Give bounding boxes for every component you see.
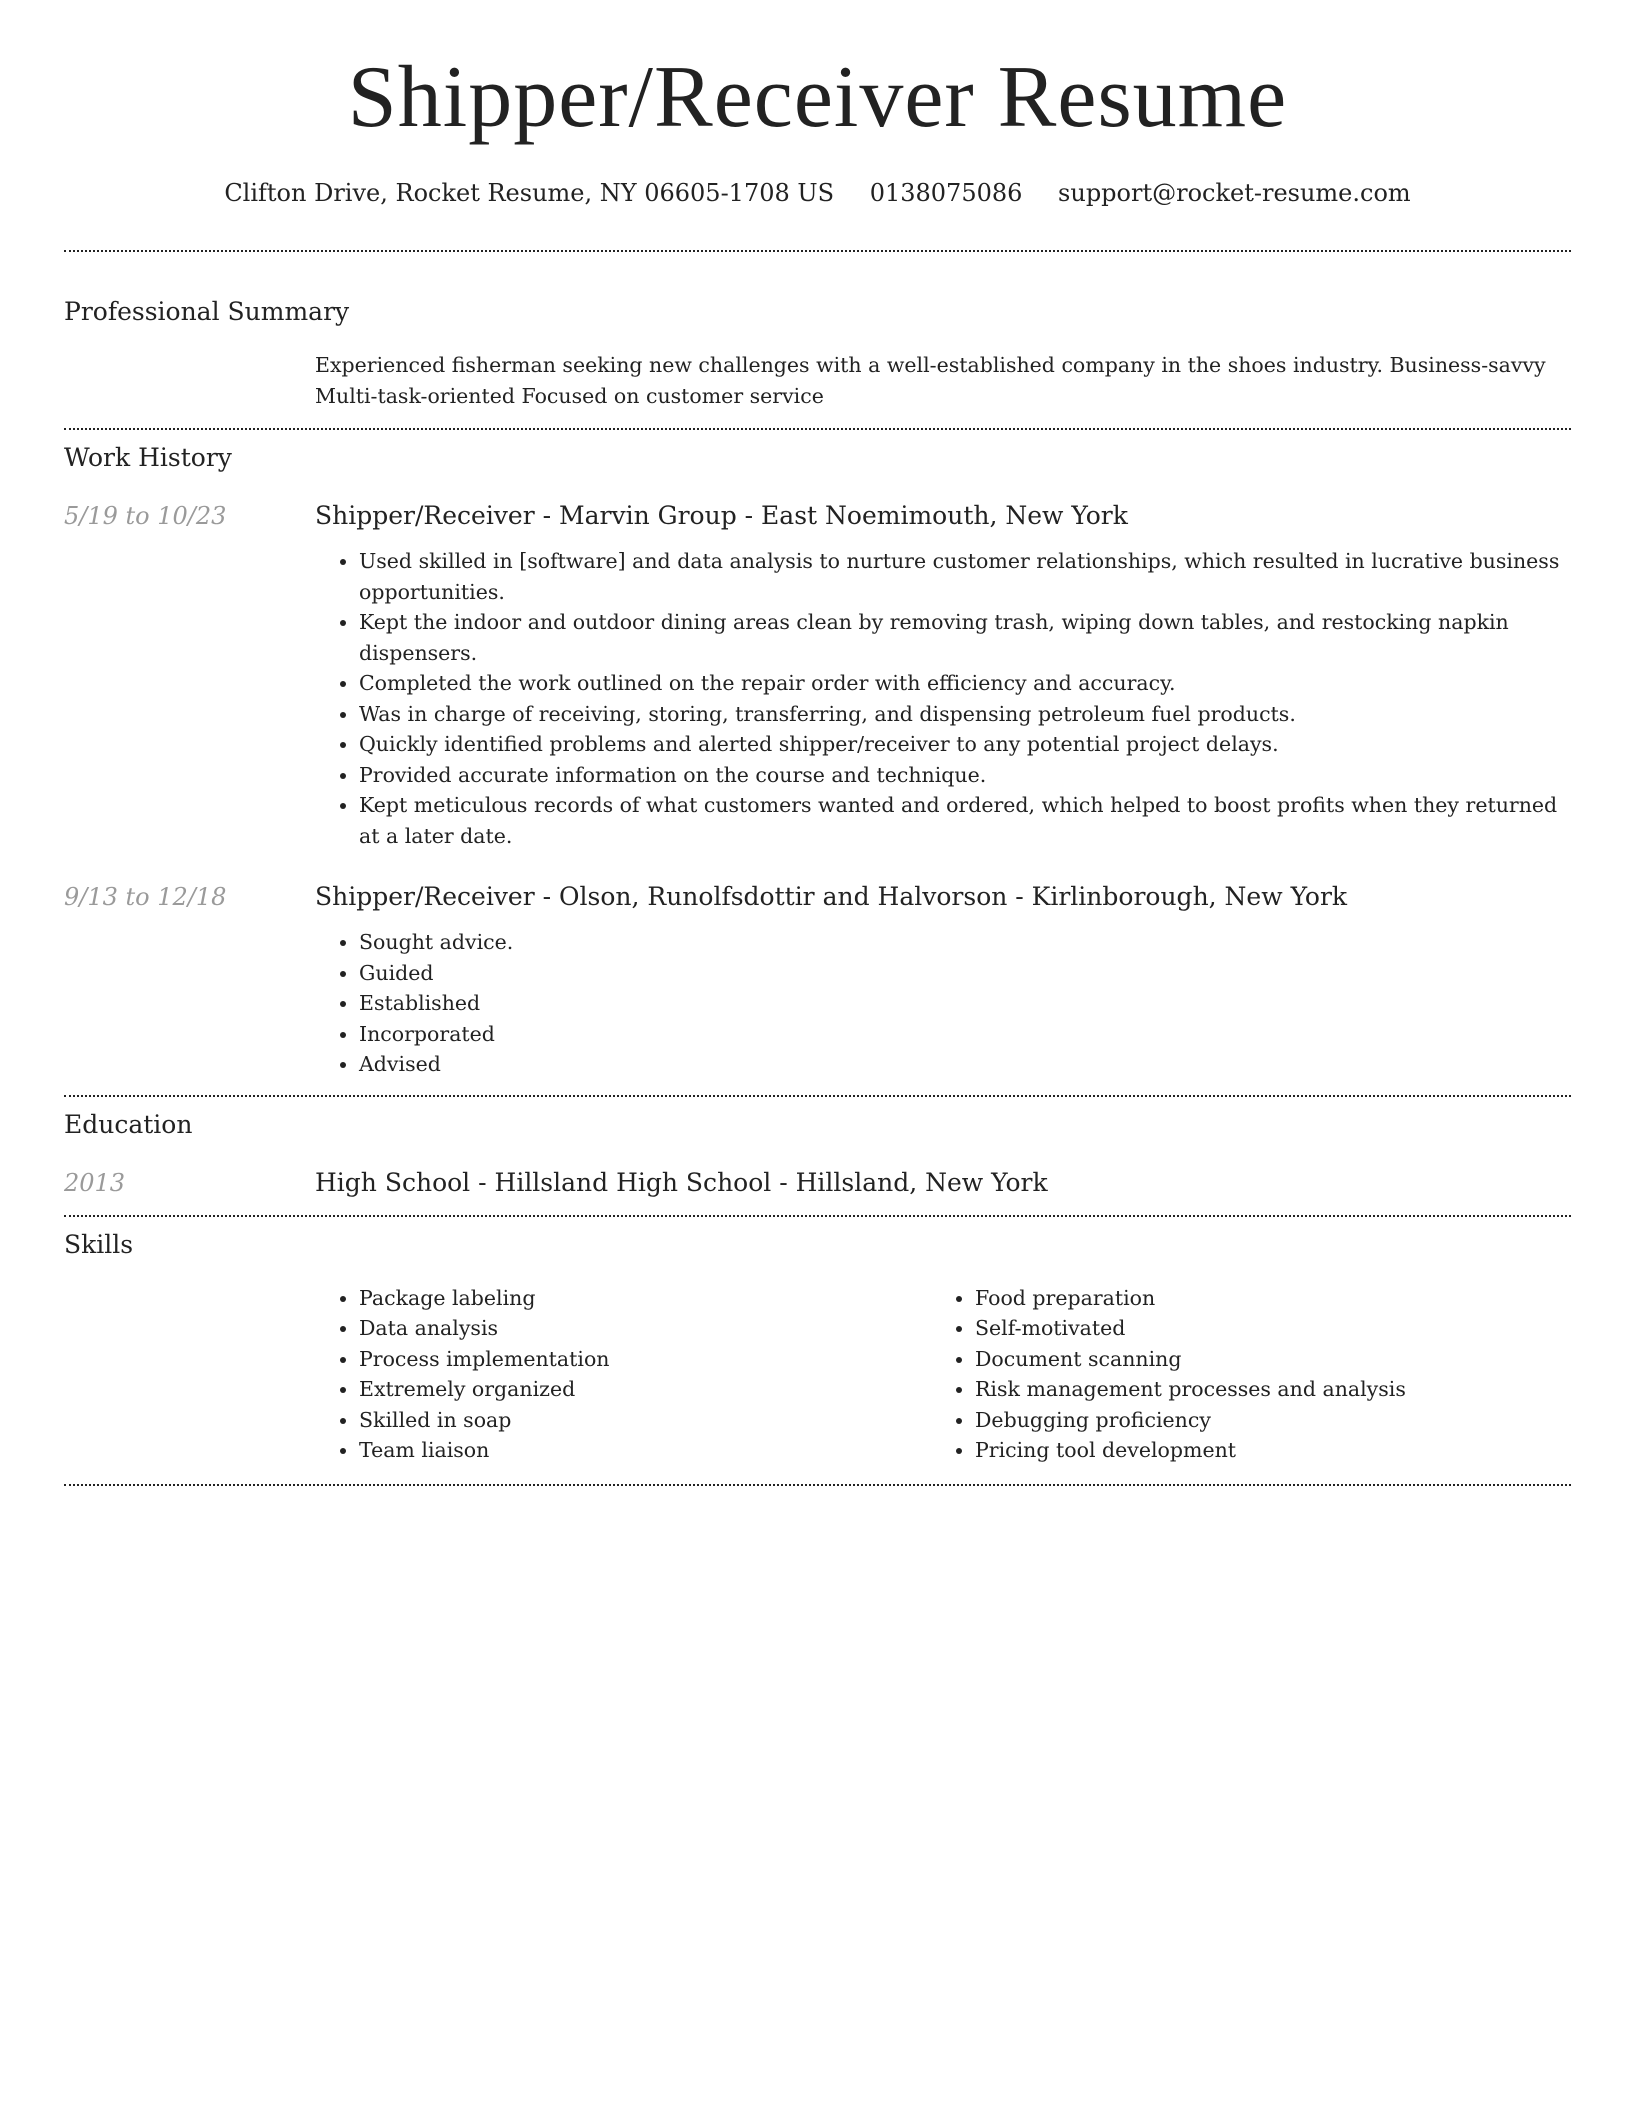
skill-item: • Pricing tool development [975,1435,1571,1466]
work-history-section [64,442,1571,1080]
skill-item: • Food preparation [975,1283,1571,1314]
skill-item: • Skilled in soap [359,1405,931,1436]
divider [64,1215,1571,1217]
education-title: High School - Hillsland High School - Hillsland, New York [315,1167,1048,1197]
education-section [64,1109,1571,1199]
job-dates: 9/13 to 12/18 [64,883,227,911]
work-history-heading: Work History [64,443,232,472]
contact-line [64,176,1571,210]
list-item: • Advised [359,1049,1571,1080]
job-dates: 5/19 to 10/23 [64,502,227,530]
list-item: • Provided accurate information on the course and technique. [359,760,1571,791]
skills-section [64,1229,1571,1466]
divider [64,1095,1571,1097]
job-title: Shipper/Receiver - Olson, Runolfsdottir and Halvorson - Kirlinborough, New York [315,882,1348,911]
divider [64,1484,1571,1486]
skill-item: • Debugging proficiency [975,1405,1571,1436]
resume-page [64,0,1571,1486]
skills-spacer [64,1283,315,1466]
job-entry [64,500,1571,851]
skills-list-right [931,1283,1571,1466]
skill-item: • Data analysis [359,1313,931,1344]
contact-phone: 0138075086 [869,179,1023,207]
skill-item: • Self-motivated [975,1313,1571,1344]
list-item: • Completed the work outlined on the repair order with efficiency and accuracy. [359,668,1571,699]
summary-section [64,296,1571,411]
divider [64,250,1571,252]
list-item: • Guided [359,958,1571,989]
list-item: • Used skilled in [software] and data analysis to nurture customer relationships, which resulted in lucrative business opportunities. [359,546,1571,607]
summary-heading: Professional Summary [64,297,350,326]
skill-item: • Risk management processes and analysis [975,1374,1571,1405]
education-heading: Education [64,1109,193,1139]
list-item: • Incorporated [359,1019,1571,1050]
list-item: • Was in charge of receiving, storing, transferring, and dispensing petroleum fuel products. [359,699,1571,730]
list-item: • Kept the indoor and outdoor dining areas clean by removing trash, wiping down tables, and restocking napkin dispensers. [359,607,1571,668]
job-title: Shipper/Receiver - Marvin Group - East Noemimouth, New York [315,501,1128,530]
list-item: • Sought advice. [359,927,1571,958]
contact-address: Clifton Drive, Rocket Resume, NY 06605-1708 US [224,179,835,207]
job-entry [64,881,1571,1080]
summary-spacer [64,350,315,411]
skill-item: • Process implementation [359,1344,931,1375]
summary-text: Experienced fisherman seeking new challenges with a well-established company in the shoes industry. Business-savvy Multi-task-oriented Focused on customer service [315,353,1546,408]
skill-item: • Team liaison [359,1435,931,1466]
skill-item: • Package labeling [359,1283,931,1314]
job-bullets [315,546,1571,851]
list-item: • Established [359,988,1571,1019]
skill-item: • Document scanning [975,1344,1571,1375]
skills-heading: Skills [64,1229,134,1259]
divider [64,428,1571,430]
education-entry [64,1167,1571,1199]
education-dates: 2013 [64,1168,126,1197]
skills-list-left [315,1283,931,1466]
skill-item: • Extremely organized [359,1374,931,1405]
job-bullets [315,927,1571,1080]
contact-email: support@rocket-resume.com [1058,179,1411,207]
list-item: • Quickly identified problems and alerted shipper/receiver to any potential project delays. [359,729,1571,760]
list-item: • Kept meticulous records of what customers wanted and ordered, which helped to boost profits when they returned at a later date. [359,790,1571,851]
resume-title: Shipper/Receiver Resume [347,49,1288,146]
